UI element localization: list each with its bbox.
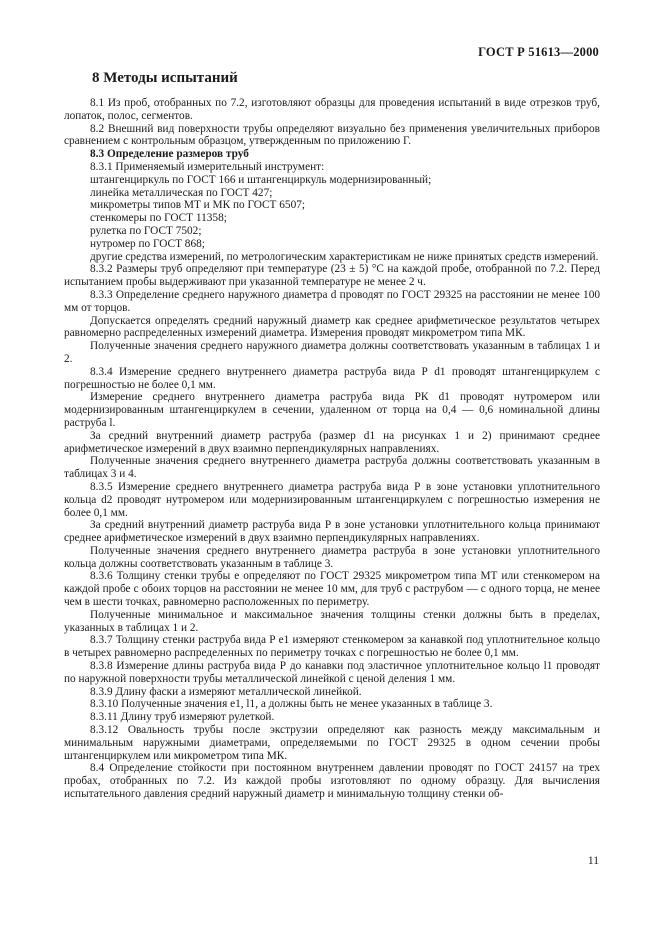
paragraph-8-3-2: 8.3.2 Размеры труб определяют при температуре (23 ± 5) °С на каждой пробе, отобранной по 7.2. Перед испытанием пробы выдерживают при указанной температуре не менее 2 ч.: [64, 263, 600, 289]
paragraph-8-3-10: 8.3.10 Полученные значения e1, l1, a должны быть не менее указанных в таблице 3.: [90, 698, 493, 711]
paragraph-8-3-6: 8.3.6 Толщину стенки трубы e определяют по ГОСТ 29325 микрометром типа МТ или стенкомером на каждой пробе с обоих торцов на расстоянии не менее 10 мм, для труб с раструбом — с одного торца, не менее чем в шести точках, равномерно расположенных по периметру.: [64, 570, 600, 609]
paragraph-8-3-5: 8.3.5 Измерение среднего внутреннего диаметра раструба вида Р в зоне установки уплотнительного кольца d2 проводят нутромером или модернизированным штангенциркулем с погрешностью измерения не более 0,1 мм.: [64, 480, 600, 519]
paragraph-8-3-12: 8.3.12 Овальность трубы после экструзии определяют как разность между максимальным и минимальным наружными диаметрами, определяемыми по ГОСТ 29325 в одном сечении пробы штангенциркулем или микрометром типа МК.: [64, 724, 600, 762]
document-code: ГОСТ Р 51613—2000: [478, 45, 599, 59]
section-body: [64, 97, 600, 801]
paragraph: Полученные минимальное и максимальное значения толщины стенки должны быть в пределах, указанных в таблицах 1 и 2.: [64, 608, 600, 634]
paragraph-8-3-11: 8.3.11 Длину труб измеряют рулеткой.: [90, 711, 275, 724]
paragraph-8-3-7: 8.3.7 Толщину стенки раструба вида Р e1 измеряют стенкомером за канавкой под уплотнительное кольцо в четырех равномерно распределенных по периметру точках с погрешностью не более 0,1 мм.: [64, 634, 600, 660]
list-item: линейка металлическая по ГОСТ 427;: [90, 186, 273, 199]
paragraph-8-3-1: 8.3.1 Применяемый измерительный инструмент:: [90, 160, 325, 173]
list-item: стенкомеры по ГОСТ 11358;: [90, 212, 227, 225]
list-item: рулетка по ГОСТ 7502;: [90, 224, 202, 237]
paragraph: Полученные значения среднего внутреннего диаметра раструба должны соответствовать указанным в таблицах 3 и 4.: [64, 455, 600, 481]
list-item: микрометры типов МТ и МК по ГОСТ 6507;: [90, 199, 305, 212]
paragraph-8-3-4: 8.3.4 Измерение среднего внутреннего диаметра раструба вида Р d1 проводят штангенциркулем с погрешностью не более 0,1 мм.: [64, 365, 600, 391]
paragraph-8-3-3: 8.3.3 Определение среднего наружного диаметра d проводят по ГОСТ 29325 на расстоянии не менее 100 мм от торцов.: [64, 288, 600, 314]
paragraph-8-3-9: 8.3.9 Длину фаски a измеряют металлической линейкой.: [90, 685, 362, 698]
paragraph: Допускается определять средний наружный диаметр как среднее арифметическое результатов четырех равномерно распределенных измерений диаметра. Измерения проводят микрометром типа МК.: [64, 314, 600, 340]
paragraph-8-1: 8.1 Из проб, отобранных по 7.2, изготовляют образцы для проведения испытаний в виде отрезков труб, лопаток, полос, сегментов.: [64, 97, 600, 122]
paragraph-8-2: 8.2 Внешний вид поверхности трубы определяют визуально без применения увеличительных приборов сравнением с контрольным образцом, утвержденным по приложению Г.: [64, 122, 600, 148]
paragraph: За средний внутренний диаметр раструба вида Р в зоне установки уплотнительного кольца принимают среднее арифметическое измерений в двух взаимно перпендикулярных направлениях.: [64, 519, 600, 545]
list-item: нутромер по ГОСТ 868;: [90, 237, 205, 250]
paragraph-8-4: 8.4 Определение стойкости при постоянном внутреннем давлении проводят по ГОСТ 24157 на трех пробах, отобранных по 7.2. Из каждой пробы изготовляют по одному образцу. Для вычисления испытательного давления средний наружный диаметр и минимальную толщину стенки об-: [64, 762, 600, 801]
page-number: 11: [587, 855, 599, 867]
subsection-heading-8-3: 8.3 Определение размеров труб: [90, 148, 249, 161]
list-item: штангенциркуль по ГОСТ 166 и штангенциркуль модернизированный;: [90, 173, 432, 186]
section-title: 8 Методы испытаний: [92, 70, 238, 86]
list-item: другие средства измерений, по метрологическим характеристикам не ниже принятых средств измерений.: [90, 250, 599, 263]
paragraph: Полученные значения среднего внутреннего диаметра раструба в зоне установки уплотнительного кольца должны соответствовать указанным в таблице 3.: [64, 544, 600, 570]
paragraph: Полученные значения среднего наружного диаметра должны соответствовать указанным в таблицах 1 и 2.: [64, 340, 600, 365]
paragraph: Измерение среднего внутреннего диаметра раструба вида РК d1 проводят нутромером или модернизированным штангенциркулем в сечении, удаленном от торца на 0,4 — 0,6 номинальной длины раструба l.: [64, 391, 600, 429]
paragraph-8-3-8: 8.3.8 Измерение длины раструба вида Р до канавки под эластичное уплотнительное кольцо l1 проводят по наружной поверхности трубы металлической линейкой с ценой деления 1 мм.: [64, 660, 600, 685]
paragraph: За средний внутренний диаметр раструба (размер d1 на рисунках 1 и 2) принимают среднее арифметическое измерений в двух взаимно перпендикулярных направлениях.: [64, 429, 600, 455]
